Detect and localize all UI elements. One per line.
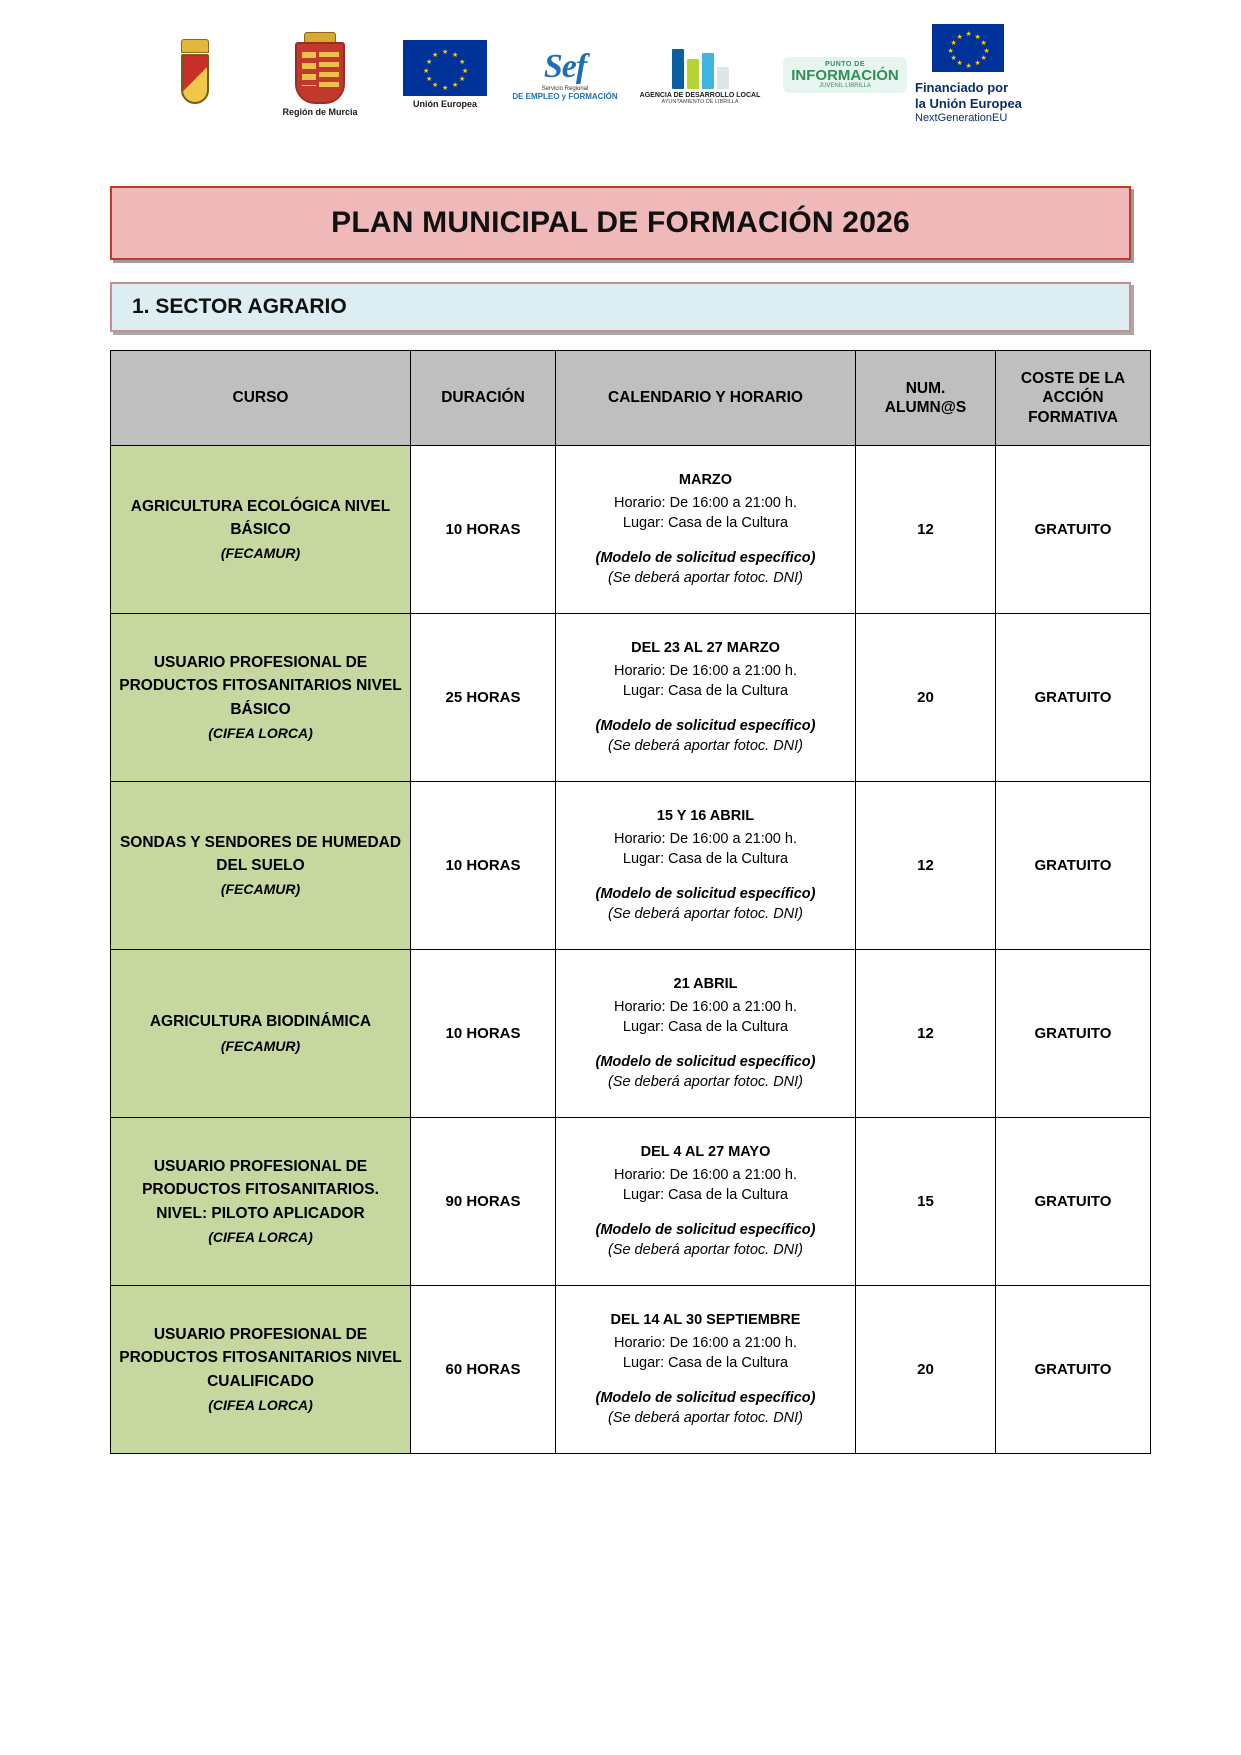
calendario-lugar: Lugar: Casa de la Cultura [622, 1019, 789, 1036]
table-row [111, 446, 1151, 614]
curso-entidad: (FECAMUR) [220, 1037, 301, 1054]
calendario-modelo-solicitud: (Modelo de solicitud específico) [595, 717, 816, 734]
curso-nombre: USUARIO PROFESIONAL DE PRODUCTOS FITOSANITARIOS NIVEL BÁSICO [119, 654, 402, 718]
calendario-fecha: DEL 4 AL 27 MAYO [640, 1144, 771, 1161]
calendario-horario: Horario: De 16:00 a 21:00 h. [614, 1334, 797, 1351]
eu-flag-icon: ★ ★ ★ ★ ★ ★ ★ ★ ★ ★ ★ ★ [932, 24, 1004, 72]
cell-coste: GRATUITO [996, 1118, 1151, 1286]
table-row [111, 950, 1151, 1118]
section-banner-sector-agrario [110, 282, 1131, 332]
cell-duracion: 10 HORAS [411, 446, 556, 614]
column-header-curso: CURSO [111, 351, 411, 446]
cell-num-alumnos: 15 [856, 1118, 996, 1286]
cell-calendario [556, 1118, 856, 1286]
financiado-line-3: NextGenerationEU [915, 112, 1008, 125]
calendario-fecha: 21 ABRIL [673, 976, 738, 993]
info-line-3: JUVENIL LIBRILLA [819, 83, 871, 89]
calendario-fotocopia-dni: (Se deberá aportar fotoc. DNI) [607, 570, 804, 587]
table-row [111, 614, 1151, 782]
info-line-2: INFORMACIÓN [791, 67, 899, 84]
info-line-1: PUNTO DE [824, 61, 866, 68]
calendario-modelo-solicitud: (Modelo de solicitud específico) [595, 885, 816, 902]
cell-curso [111, 1286, 411, 1454]
calendario-horario: Horario: De 16:00 a 21:00 h. [614, 494, 797, 511]
logo-sef [505, 47, 625, 101]
calendario-horario: Horario: De 16:00 a 21:00 h. [614, 1166, 797, 1183]
calendario-fecha: MARZO [678, 472, 733, 489]
region-de-murcia-icon [295, 32, 345, 104]
calendario-fecha: 15 Y 16 ABRIL [656, 808, 755, 825]
cell-duracion: 25 HORAS [411, 614, 556, 782]
logo-region-de-murcia [255, 32, 385, 118]
calendario-fotocopia-dni: (Se deberá aportar fotoc. DNI) [607, 906, 804, 923]
cell-curso [111, 1118, 411, 1286]
cell-num-alumnos: 12 [856, 950, 996, 1118]
cell-num-alumnos: 12 [856, 446, 996, 614]
section-title: 1. SECTOR AGRARIO [132, 295, 347, 318]
adl-bars-icon [672, 45, 729, 89]
calendario-horario: Horario: De 16:00 a 21:00 h. [614, 830, 797, 847]
curso-entidad: (CIFEA LORCA) [208, 724, 313, 741]
calendario-horario: Horario: De 16:00 a 21:00 h. [614, 662, 797, 679]
cell-num-alumnos: 20 [856, 1286, 996, 1454]
curso-entidad: (FECAMUR) [220, 881, 301, 898]
page-title: PLAN MUNICIPAL DE FORMACIÓN 2026 [331, 206, 910, 239]
cell-duracion: 90 HORAS [411, 1118, 556, 1286]
calendario-lugar: Lugar: Casa de la Cultura [622, 683, 789, 700]
calendario-fecha: DEL 14 AL 30 SEPTIEMBRE [610, 1312, 801, 1329]
calendario-fotocopia-dni: (Se deberá aportar fotoc. DNI) [607, 738, 804, 755]
sef-wordmark: Sef [543, 47, 587, 85]
cell-num-alumnos: 20 [856, 614, 996, 782]
table-row [111, 1286, 1151, 1454]
table-row [111, 1118, 1151, 1286]
logo-punto-informacion-juvenil [775, 57, 915, 93]
document-title-banner [110, 186, 1131, 260]
cell-curso [111, 950, 411, 1118]
cell-coste: GRATUITO [996, 950, 1151, 1118]
calendario-lugar: Lugar: Casa de la Cultura [622, 851, 789, 868]
calendario-modelo-solicitud: (Modelo de solicitud específico) [595, 1221, 816, 1238]
calendario-fotocopia-dni: (Se deberá aportar fotoc. DNI) [607, 1410, 804, 1427]
logo-caption: Unión Europea [412, 99, 477, 110]
cell-coste: GRATUITO [996, 614, 1151, 782]
sef-subtitle-1: Servicio Regional [541, 85, 589, 92]
curso-nombre: AGRICULTURA ECOLÓGICA NIVEL BÁSICO [130, 497, 391, 538]
logo-escudo-nacional [135, 39, 255, 111]
cell-duracion: 60 HORAS [411, 1286, 556, 1454]
adl-subtitle-1: AGENCIA DE DESARROLLO LOCAL [639, 92, 761, 99]
punto-informacion-icon [783, 57, 907, 93]
adl-subtitle-2: AYUNTAMIENTO DE LIBRILLA [661, 99, 739, 105]
curso-nombre: USUARIO PROFESIONAL DE PRODUCTOS FITOSANITARIOS NIVEL CUALIFICADO [119, 1326, 402, 1390]
financiado-line-2: la Unión Europea [915, 96, 1022, 112]
sef-subtitle-2: DE EMPLEO y FORMACIÓN [512, 91, 618, 101]
financiado-line-1: Financiado por [915, 79, 1009, 95]
calendario-lugar: Lugar: Casa de la Cultura [622, 515, 789, 532]
cell-calendario [556, 1286, 856, 1454]
logo-caption: Región de Murcia [282, 107, 358, 118]
curso-nombre: AGRICULTURA BIODINÁMICA [149, 1013, 372, 1031]
curso-entidad: (FECAMUR) [220, 545, 301, 562]
cell-curso [111, 782, 411, 950]
curso-entidad: (CIFEA LORCA) [208, 1396, 313, 1413]
table-header-row [111, 351, 1151, 446]
column-header-coste: COSTE DE LA ACCIÓN FORMATIVA [996, 351, 1151, 446]
logo-header-row [110, 0, 1131, 150]
logo-financiado-union-europea [915, 24, 1022, 126]
cell-calendario [556, 446, 856, 614]
curso-entidad: (CIFEA LORCA) [208, 1228, 313, 1245]
cell-duracion: 10 HORAS [411, 950, 556, 1118]
column-header-calendario-horario: CALENDARIO Y HORARIO [556, 351, 856, 446]
calendario-modelo-solicitud: (Modelo de solicitud específico) [595, 549, 816, 566]
calendario-modelo-solicitud: (Modelo de solicitud específico) [595, 1053, 816, 1070]
logo-agencia-desarrollo-local [625, 45, 775, 105]
courses-table [110, 350, 1151, 1454]
curso-nombre: SONDAS Y SENDORES DE HUMEDAD DEL SUELO [119, 833, 402, 874]
cell-num-alumnos: 12 [856, 782, 996, 950]
escudo-nacional-icon [178, 39, 212, 107]
calendario-lugar: Lugar: Casa de la Cultura [622, 1355, 789, 1372]
cell-curso [111, 446, 411, 614]
column-header-num-alumnos: NUM. ALUMN@S [856, 351, 996, 446]
cell-calendario [556, 950, 856, 1118]
column-header-duracion: DURACIÓN [411, 351, 556, 446]
calendario-fotocopia-dni: (Se deberá aportar fotoc. DNI) [607, 1074, 804, 1091]
calendario-fotocopia-dni: (Se deberá aportar fotoc. DNI) [607, 1242, 804, 1259]
table-row [111, 782, 1151, 950]
eu-flag-icon: ★ ★ ★ ★ ★ ★ ★ ★ ★ ★ ★ ★ [403, 40, 487, 96]
cell-calendario [556, 614, 856, 782]
cell-coste: GRATUITO [996, 782, 1151, 950]
calendario-horario: Horario: De 16:00 a 21:00 h. [614, 998, 797, 1015]
calendario-modelo-solicitud: (Modelo de solicitud específico) [595, 1389, 816, 1406]
cell-coste: GRATUITO [996, 1286, 1151, 1454]
calendario-lugar: Lugar: Casa de la Cultura [622, 1187, 789, 1204]
logo-union-europea [385, 40, 505, 110]
cell-calendario [556, 782, 856, 950]
curso-nombre: USUARIO PROFESIONAL DE PRODUCTOS FITOSANITARIOS. NIVEL: PILOTO APLICADOR [142, 1158, 379, 1222]
cell-duracion: 10 HORAS [411, 782, 556, 950]
cell-coste: GRATUITO [996, 446, 1151, 614]
calendario-fecha: DEL 23 AL 27 MARZO [631, 640, 780, 657]
cell-curso [111, 614, 411, 782]
